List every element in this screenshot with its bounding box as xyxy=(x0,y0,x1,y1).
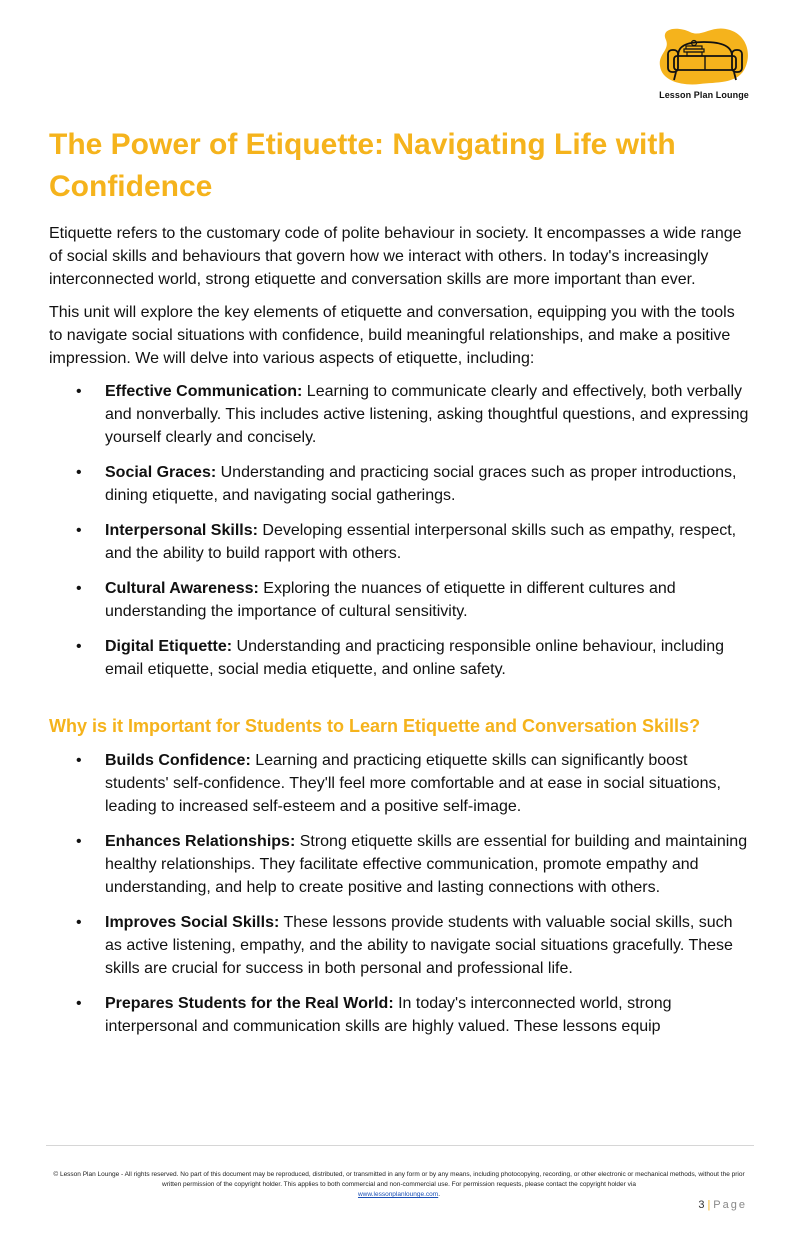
intro-paragraph-2: This unit will explore the key elements of etiquette and conversation, equipping you with the tools to navigate social situations with confidence, build meaningful relationships, and make a positive impression. We will delve into various aspects of etiquette, including: xyxy=(49,304,735,367)
section-heading: Why is it Important for Students to Learn Etiquette and Conversation Skills? xyxy=(49,716,701,736)
logo xyxy=(656,26,752,106)
bullet-icon: • xyxy=(76,752,82,769)
bullet-icon: • xyxy=(76,638,82,655)
list-item: • Effective Communication: Learning to communicate clearly and effectively, both verbally and nonverbally. This includes active listening, asking thoughtful questions, and expressing yourself clearly and concisely. xyxy=(49,380,749,449)
bullet-icon: • xyxy=(76,383,82,400)
list-item: • Improves Social Skills: These lessons provide students with valuable social skills, such as active listening, empathy, and the ability to navigate social situations gracefully. These skills are crucial for success in both personal and professional life. xyxy=(49,911,749,980)
bullet-icon: • xyxy=(76,522,82,539)
list-item: • Social Graces: Understanding and practicing social graces such as proper introductions, dining etiquette, and navigating social gatherings. xyxy=(49,461,749,507)
list-item: • Prepares Students for the Real World: In today's interconnected world, strong interpersonal and communication skills are highly valued. These lessons equip xyxy=(49,992,749,1038)
main-content xyxy=(49,222,749,1050)
logo-text: Lesson Plan Lounge xyxy=(659,90,749,100)
list-item: • Digital Etiquette: Understanding and practicing responsible online behaviour, including email etiquette, social media etiquette, and online safety. xyxy=(49,635,749,681)
page-title: The Power of Etiquette: Navigating Life with Confidence xyxy=(49,128,676,203)
sofa-with-books-icon xyxy=(656,26,752,90)
reasons-list xyxy=(49,749,749,1038)
list-item: • Cultural Awareness: Exploring the nuances of etiquette in different cultures and understanding the importance of cultural sensitivity. xyxy=(49,577,749,623)
footer-divider xyxy=(46,1145,754,1146)
intro-paragraph-1: Etiquette refers to the customary code of polite behaviour in society. It encompasses a wide range of social skills and behaviours that govern how we interact with others. In today's increasingly interconnected world, strong etiquette and conversation skills are more important than ever. xyxy=(49,225,742,288)
list-item: • Interpersonal Skills: Developing essential interpersonal skills such as empathy, respect, and the ability to build rapport with others. xyxy=(49,519,749,565)
page-number: 3 | Page xyxy=(698,1199,747,1211)
bullet-icon: • xyxy=(76,995,82,1012)
bullet-icon: • xyxy=(76,833,82,850)
footer-copyright: © Lesson Plan Lounge - All rights reserved. No part of this document may be reproduced, distributed, or transmitted in any form or by any means, including photocopying, recording, or other electronic or mechanical methods, without the prior written permission of the copyright holder. This applies to both commercial and non-commercial use. For permission requests, please contact the copyright holder via www.lessonplanlounge.com. xyxy=(53,1171,745,1198)
list-item: • Builds Confidence: Learning and practicing etiquette skills can significantly boost students' self-confidence. They'll feel more comfortable and at ease in social situations, leading to increased self-esteem and a positive self-image. xyxy=(49,749,749,818)
aspects-list xyxy=(49,380,749,681)
bullet-icon: • xyxy=(76,580,82,597)
bullet-icon: • xyxy=(76,464,82,481)
bullet-icon: • xyxy=(76,914,82,931)
website-link[interactable]: www.lessonplanlounge.com xyxy=(357,1191,439,1198)
list-item: • Enhances Relationships: Strong etiquette skills are essential for building and maintaining healthy relationships. They facilitate effective communication, promote empathy and understanding, and help to create positive and lasting connections with others. xyxy=(49,830,749,899)
